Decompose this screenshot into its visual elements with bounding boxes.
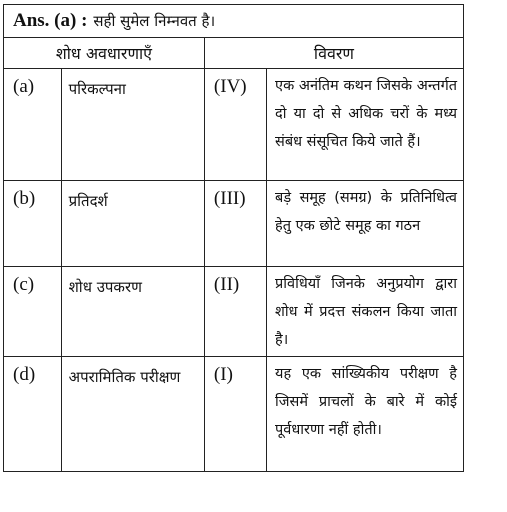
header-description: विवरण [204, 38, 463, 69]
row-description: यह एक सांख्यिकीय परीक्षण है जिसमें प्राचलों के बारे में कोई पूर्वधारणा नहीं होती। [267, 357, 463, 471]
row-key: (d) [4, 357, 61, 471]
row-description: प्रविधियाँ जिनके अनुप्रयोग द्वारा शोध में प्रदत्त संकलन किया जाता है। [267, 267, 463, 357]
table-row [4, 267, 463, 357]
row-description: बड़े समूह (समग्र) के प्रतिनिधित्व हेतु एक छोटे समूह का गठन [267, 181, 463, 267]
table-row [4, 181, 463, 267]
row-code: (II) [204, 267, 266, 357]
row-code: (III) [204, 181, 266, 267]
table-header-row [4, 38, 463, 69]
answer-heading [4, 5, 463, 38]
header-concepts: शोध अवधारणाएँ [4, 38, 204, 69]
row-key: (b) [4, 181, 61, 267]
answer-box [3, 4, 464, 472]
row-concept: शोध उपकरण [61, 267, 204, 357]
row-code: (IV) [204, 69, 266, 181]
row-description: एक अनंतिम कथन जिसके अन्तर्गत दो या दो से अधिक चरों के मध्य संबंध संसूचित किये जाते हैं। [267, 69, 463, 181]
row-key: (c) [4, 267, 61, 357]
row-concept: अपरामितिक परीक्षण [61, 357, 204, 471]
answer-label: Ans. (a) : [13, 10, 88, 31]
table-row [4, 357, 463, 471]
answer-text: सही सुमेल निम्नवत है। [93, 12, 216, 30]
row-code: (I) [204, 357, 266, 471]
row-concept: प्रतिदर्श [61, 181, 204, 267]
table-row [4, 69, 463, 181]
row-key: (a) [4, 69, 61, 181]
row-concept: परिकल्पना [61, 69, 204, 181]
matching-table [4, 38, 463, 471]
